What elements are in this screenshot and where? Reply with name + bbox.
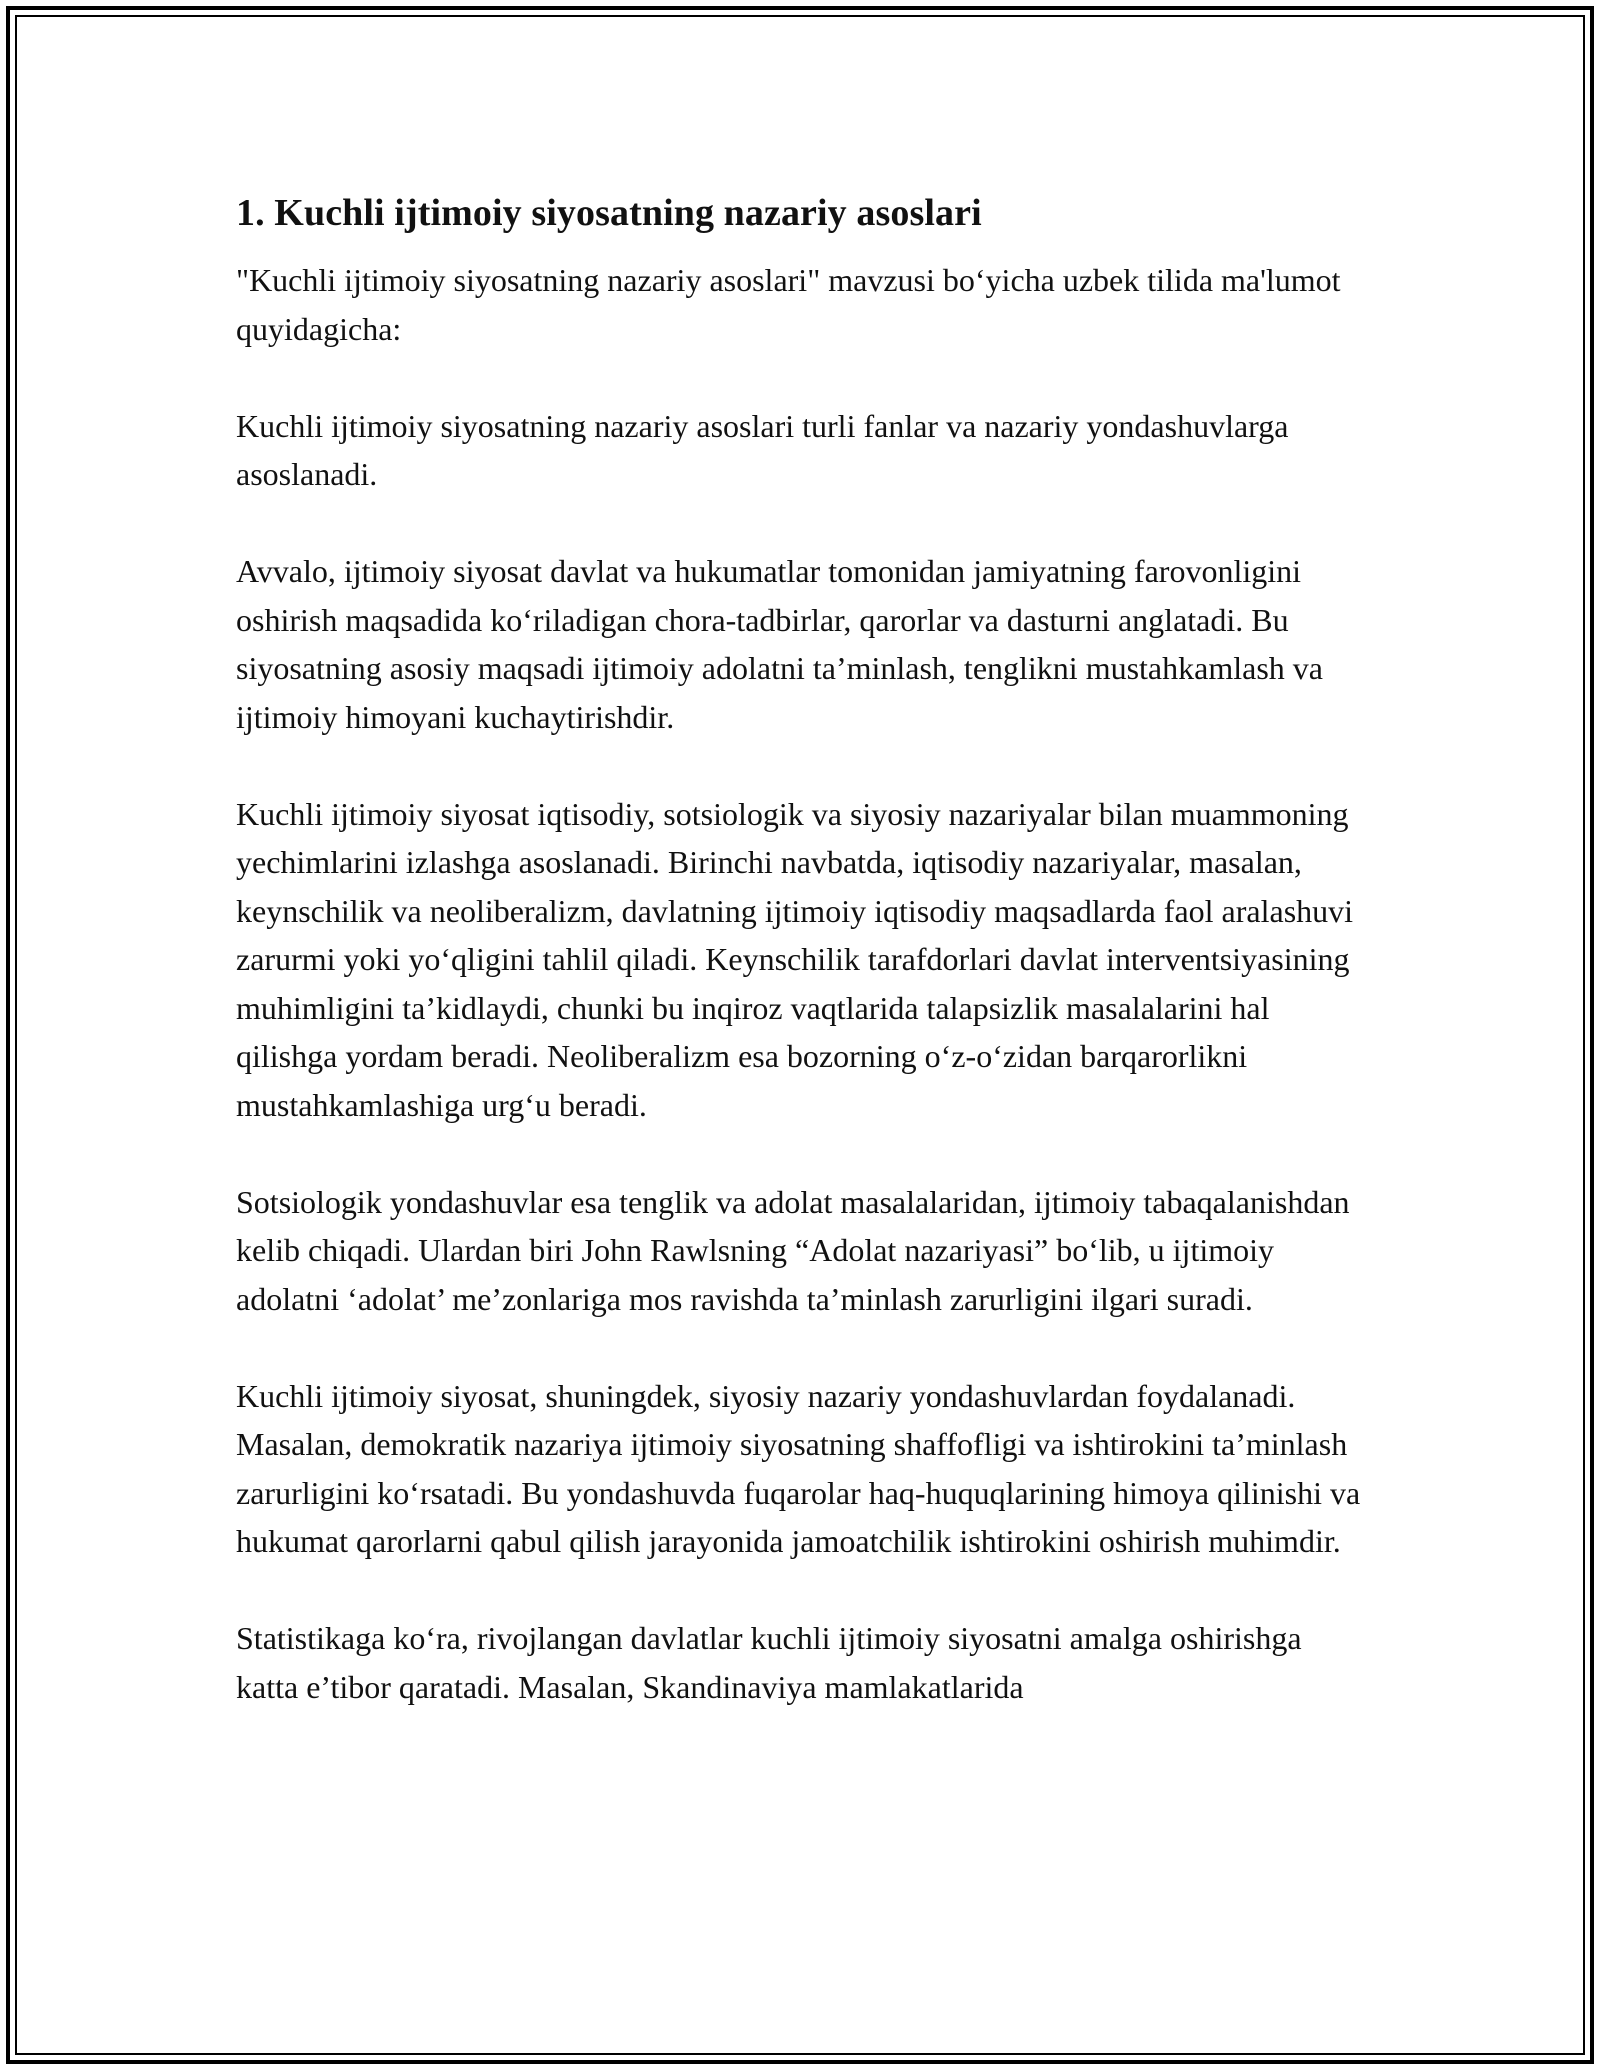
intro-paragraph: "Kuchli ijtimoiy siyosatning nazariy asoslari" mavzusi bo‘yicha uzbek tilida ma'lumot quyidagicha: xyxy=(236,262,1341,347)
paragraph-4: Sotsiologik yondashuvlar esa tenglik va adolat masalalaridan, ijtimoiy tabaqalanishdan kelib chiqadi. Ulardan biri John Rawlsning “Adolat nazariyasi” bo‘lib, u ijtimoiy adolatni ‘adolat’ me’zonlariga mos ravishda ta’minlash zarurligini ilgari suradi. xyxy=(236,1183,1350,1317)
paragraph-2: Avvalo, ijtimoiy siyosat davlat va hukumatlar tomonidan jamiyatning farovonligini oshirish maqsadida ko‘riladigan chora-tadbirlar, qarorlar va dasturni anglatadi. Bu siyosatning asosiy maqsadi ijtimoiy adolatni ta’minlash, tenglikni mustahkamlash va ijtimoiy himoyani kuchaytirishdir. xyxy=(236,553,1323,735)
paragraph-3: Kuchli ijtimoiy siyosat iqtisodiy, sotsiologik va siyosiy nazariyalar bilan muammoning yechimlarini izlashga asoslanadi. Birinchi navbatda, iqtisodiy nazariyalar, masalan, keynschilik va neoliberalizm, davlatning ijtimoiy iqtisodiy maqsadlarda faol aralashuvi zarurmi yoki yo‘qligini tahlil qiladi. Keynschilik tarafdorlari davlat interventsiyasining muhimligini ta’kidlaydi, chunki bu inqiroz vaqtlarida talapsizlik masalalarini hal qilishga yordam beradi. Neoliberalizm esa bozorning o‘z-o‘zidan barqarorlikni mustahkamlashiga urg‘u beradi. xyxy=(236,795,1354,1123)
document-body xyxy=(236,188,1366,1711)
paragraph-6: Statistikaga ko‘ra, rivojlangan davlatlar kuchli ijtimoiy siyosatni amalga oshirishga katta e’tibor qaratadi. Masalan, Skandinaviya mamlakatlarida xyxy=(236,1620,1302,1705)
paragraph-1: Kuchli ijtimoiy siyosatning nazariy asoslari turli fanlar va nazariy yondashuvlarga asoslanadi. xyxy=(236,407,1289,492)
section-heading: 1. Kuchli ijtimoiy siyosatning nazariy asoslari xyxy=(236,192,982,234)
paragraph-5: Kuchli ijtimoiy siyosat, shuningdek, siyosiy nazariy yondashuvlardan foydalanadi. Masalan, demokratik nazariya ijtimoiy siyosatning shaffofligi va ishtirokini ta’minlash zarurligini ko‘rsatadi. Bu yondashuvda fuqarolar haq-huquqlarining himoya qilinishi va hukumat qarorlarni qabul qilish jarayonida jamoatchilik ishtirokini oshirish muhimdir. xyxy=(236,1377,1361,1559)
